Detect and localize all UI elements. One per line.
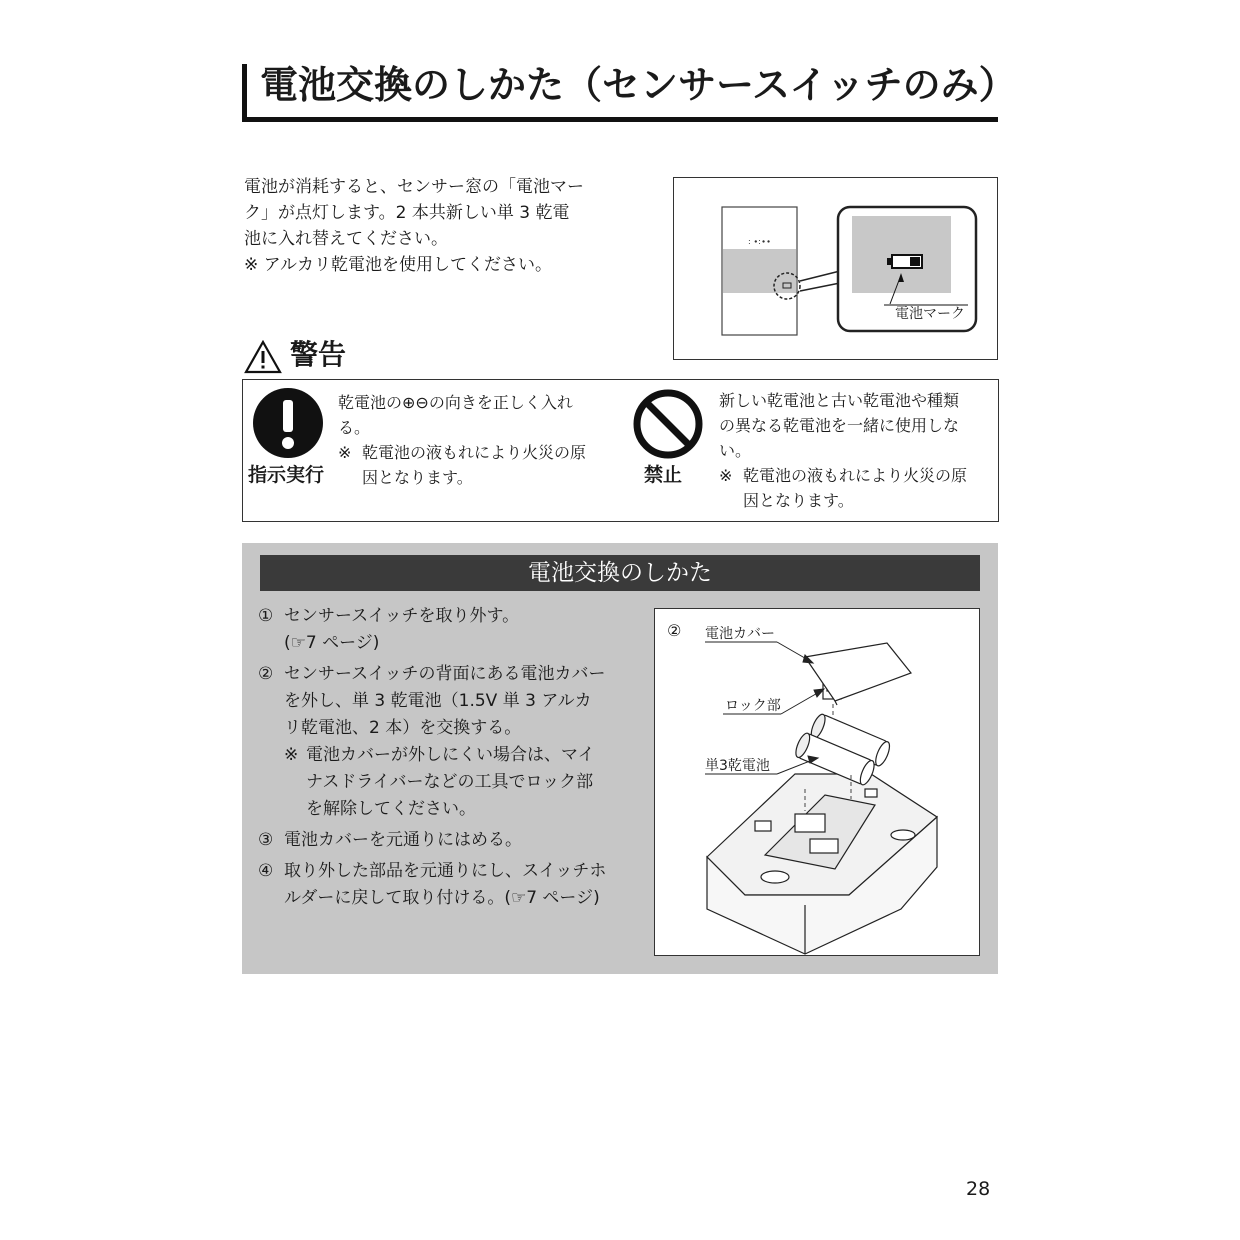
note-line: 因となります。: [743, 491, 854, 510]
battery-cover-label: 電池カバー: [705, 626, 775, 642]
title-underline: [242, 117, 998, 122]
intro-note: ※ アルカリ乾電池を使用してください。: [244, 255, 552, 275]
note-line: 乾電池の液もれにより火災の原: [362, 443, 587, 462]
step-line: 電池カバーを元通りにはめる。: [284, 830, 522, 850]
step-number: ③: [258, 830, 274, 850]
warning-line: の異なる乾電池を一緒に使用しな: [719, 416, 960, 435]
step-number: ②: [258, 664, 274, 684]
warning-label: 警告: [290, 338, 347, 371]
note-line: 乾電池の液もれにより火災の原: [743, 466, 968, 485]
note-line: 電池カバーが外しにくい場合は、マイ: [306, 745, 595, 765]
step-line: センサースイッチの背面にある電池カバー: [284, 664, 606, 684]
step-line: リ乾電池、2 本）を交換する。: [284, 718, 522, 738]
step-3: [258, 827, 648, 854]
step-number: ④: [258, 861, 274, 881]
note-line: ナスドライバーなどの工具でロック部: [306, 772, 594, 792]
warning-item-2-text: [719, 388, 994, 513]
intro-line: 池に入れ替えてください。: [244, 229, 448, 249]
warning-note: [719, 463, 994, 513]
svg-text:: ∙:∙∙: : ∙:∙∙: [748, 237, 771, 246]
diagram-step-number: ②: [667, 621, 682, 640]
step-line: ルダーに戻して取り付ける。(☞7 ページ): [284, 888, 600, 908]
procedure-title: 電池交換のしかた: [528, 560, 712, 586]
warning-note: [338, 440, 618, 490]
aa-battery-label: 単3乾電池: [705, 758, 770, 774]
title-left-rule: [242, 64, 247, 122]
mandatory-action-label: 指示実行: [248, 464, 325, 486]
note-mark: ※: [719, 466, 733, 485]
lock-part-label: ロック部: [725, 698, 781, 714]
step-line: を外し、単 3 乾電池（1.5V 単 3 アルカ: [284, 691, 592, 711]
warning-line: 乾電池の⊕⊖の向きを正しく入れ: [338, 393, 573, 412]
step-line: 取り外した部品を元通りにし、スイッチホ: [284, 861, 607, 881]
procedure-steps: [258, 603, 648, 916]
warning-item-1-text: [338, 390, 618, 490]
battery-mark-label: 電池マーク: [895, 306, 965, 322]
battery-compartment-illustration: [655, 609, 981, 957]
procedure-title-bar: [260, 555, 980, 591]
prohibited-icon: [632, 388, 704, 460]
procedure-panel: [242, 543, 998, 974]
step-line: (☞7 ページ): [284, 633, 380, 653]
note-mark: ※: [338, 443, 352, 462]
step-note: [284, 742, 648, 823]
note-line: 因となります。: [362, 468, 473, 487]
step-4: [258, 858, 648, 912]
warning-triangle-icon: [244, 340, 282, 374]
step-line: センサースイッチを取り外す。: [284, 606, 520, 626]
step-number: ①: [258, 606, 274, 626]
note-mark: ※: [284, 745, 299, 765]
step-2: [258, 661, 648, 823]
warning-line: 新しい乾電池と古い乾電池や種類: [719, 391, 960, 410]
warning-box: [242, 379, 999, 522]
step-1: [258, 603, 648, 657]
title-bar: [242, 62, 1017, 122]
mandatory-action-icon: [252, 387, 324, 459]
intro-line: 電池が消耗すると、センサー窓の「電池マー: [244, 177, 584, 197]
warning-line: い。: [719, 441, 752, 460]
prohibited-label: 禁止: [644, 464, 683, 486]
battery-replacement-diagram: [654, 608, 980, 956]
intro-line: ク」が点灯します。2 本共新しい単 3 乾電: [244, 203, 570, 223]
note-line: を解除してください。: [306, 799, 476, 819]
page-number: 28: [966, 1178, 991, 1200]
page-title: 電池交換のしかた（センサースイッチのみ）: [260, 63, 1017, 107]
sensor-window-figure: [673, 177, 998, 360]
sensor-illustration: [674, 178, 999, 361]
warning-line: る。: [338, 418, 371, 437]
intro-text: [244, 174, 644, 278]
